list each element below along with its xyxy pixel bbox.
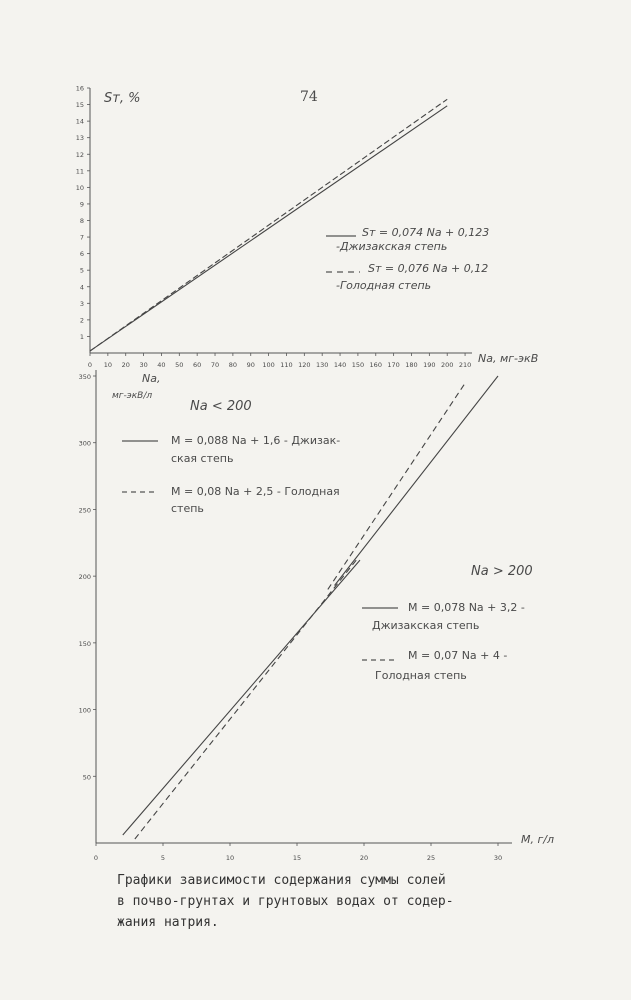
- series-line-2: [135, 559, 357, 839]
- y-tick-label: 200: [78, 573, 91, 582]
- page-number: 74: [300, 89, 318, 105]
- x-tick-label: 190: [423, 361, 436, 369]
- legend-label-1: -Джизакская степь: [336, 240, 448, 253]
- x-tick-label: 160: [369, 361, 382, 369]
- chart-bottom-legend: [122, 434, 525, 682]
- y-tick-label: 5: [79, 266, 84, 275]
- x-tick-label: 150: [351, 361, 365, 369]
- legend-equation-2: Sт = 0,076 Na + 0,12: [368, 262, 489, 275]
- x-tick-label: 120: [298, 361, 311, 369]
- x-tick-label: 100: [262, 361, 275, 369]
- legend-high-dashed-line1: M = 0,07 Na + 4 -: [408, 649, 508, 662]
- x-tick-label: 0: [87, 361, 93, 369]
- x-tick-label: 30: [139, 361, 148, 369]
- y-tick-label: 2: [79, 316, 84, 325]
- x-tick-label: 180: [405, 361, 418, 369]
- legend-high-solid-line2: Джизакская степь: [372, 619, 480, 632]
- legend-equation-1: Sт = 0,074 Na + 0,123: [362, 226, 490, 239]
- chart-top-x-axis-label: Na, мг-экВ: [478, 352, 539, 365]
- x-tick-label: 40: [157, 361, 166, 369]
- x-tick-label: 15: [292, 854, 302, 862]
- chart-top-legend: [326, 226, 489, 292]
- y-tick-label: 12: [75, 150, 84, 159]
- chart-bottom-y-axis-label: [112, 372, 164, 401]
- chart-bottom-y-label-part1: Na,: [142, 372, 161, 385]
- figure-caption: [117, 870, 537, 933]
- y-tick-label: 150: [78, 639, 91, 648]
- y-tick-label: 4: [79, 283, 84, 292]
- y-tick-label: 14: [75, 117, 84, 126]
- y-tick-label: 6: [79, 250, 84, 259]
- x-tick-label: 20: [359, 854, 369, 862]
- region-label-low: Na < 200: [190, 399, 252, 414]
- chart-bottom-y-label-part2: мг-экВ/л: [112, 391, 153, 401]
- series-line-4: [328, 384, 465, 589]
- y-tick-label: 16: [75, 84, 84, 93]
- chart-bottom: [79, 370, 554, 862]
- series-line-1: [123, 560, 360, 835]
- chart-top: [76, 85, 539, 370]
- x-tick-label: 10: [103, 361, 113, 369]
- y-tick-label: 15: [75, 101, 84, 110]
- legend-high-dashed-line2: Голодная степь: [375, 669, 467, 682]
- legend-label-2: -Голодная степь: [336, 279, 432, 292]
- x-tick-label: 20: [121, 361, 130, 369]
- x-tick-label: 140: [333, 361, 347, 369]
- y-tick-label: 10: [75, 183, 84, 192]
- x-tick-label: 110: [280, 361, 293, 369]
- y-tick-label: 7: [79, 233, 84, 242]
- y-tick-label: 3: [79, 299, 84, 308]
- x-tick-label: 60: [193, 361, 202, 369]
- y-tick-label: 11: [75, 167, 84, 176]
- y-tick-label: 1: [79, 332, 84, 341]
- y-tick-label: 50: [82, 773, 91, 782]
- legend-high-solid-line1: M = 0,078 Na + 3,2 -: [408, 601, 525, 614]
- x-tick-label: 5: [160, 854, 166, 862]
- y-tick-label: 100: [78, 706, 91, 715]
- caption-line-3: жания натрия.: [117, 915, 219, 930]
- x-tick-label: 50: [175, 361, 184, 369]
- x-tick-label: 90: [246, 361, 255, 369]
- x-tick-label: 10: [225, 854, 235, 862]
- y-tick-label: 250: [78, 506, 91, 515]
- y-tick-label: 300: [78, 439, 91, 448]
- x-tick-label: 30: [493, 854, 503, 862]
- chart-top-y-axis-label: Sт, %: [104, 91, 141, 106]
- legend-low-solid-line1: M = 0,088 Na + 1,6 - Джизак-: [171, 434, 341, 447]
- region-label-high: Na > 200: [471, 564, 533, 579]
- chart-bottom-x-axis-label: M, г/л: [521, 833, 554, 846]
- x-tick-label: 170: [387, 361, 400, 369]
- x-tick-label: 25: [426, 854, 436, 862]
- caption-line-2: в почво-грунтах и грунтовых водах от содер-: [117, 894, 454, 909]
- x-tick-label: 210: [458, 361, 472, 369]
- x-tick-label: 200: [440, 361, 454, 369]
- y-tick-label: 13: [75, 134, 84, 143]
- x-tick-label: 130: [315, 361, 329, 369]
- x-tick-label: 0: [93, 854, 99, 862]
- x-tick-label: 80: [228, 361, 238, 369]
- x-tick-label: 70: [210, 361, 220, 369]
- caption-line-1: Графики зависимости содержания суммы солей: [117, 873, 446, 888]
- legend-low-dashed-line2: степь: [171, 502, 204, 515]
- y-tick-label: 9: [79, 200, 84, 209]
- legend-low-dashed-line1: M = 0,08 Na + 2,5 - Голодная: [171, 485, 340, 498]
- y-tick-label: 8: [79, 217, 84, 225]
- series-line-3: [335, 376, 498, 585]
- legend-low-solid-line2: ская степь: [171, 452, 234, 465]
- y-tick-label: 350: [78, 373, 91, 381]
